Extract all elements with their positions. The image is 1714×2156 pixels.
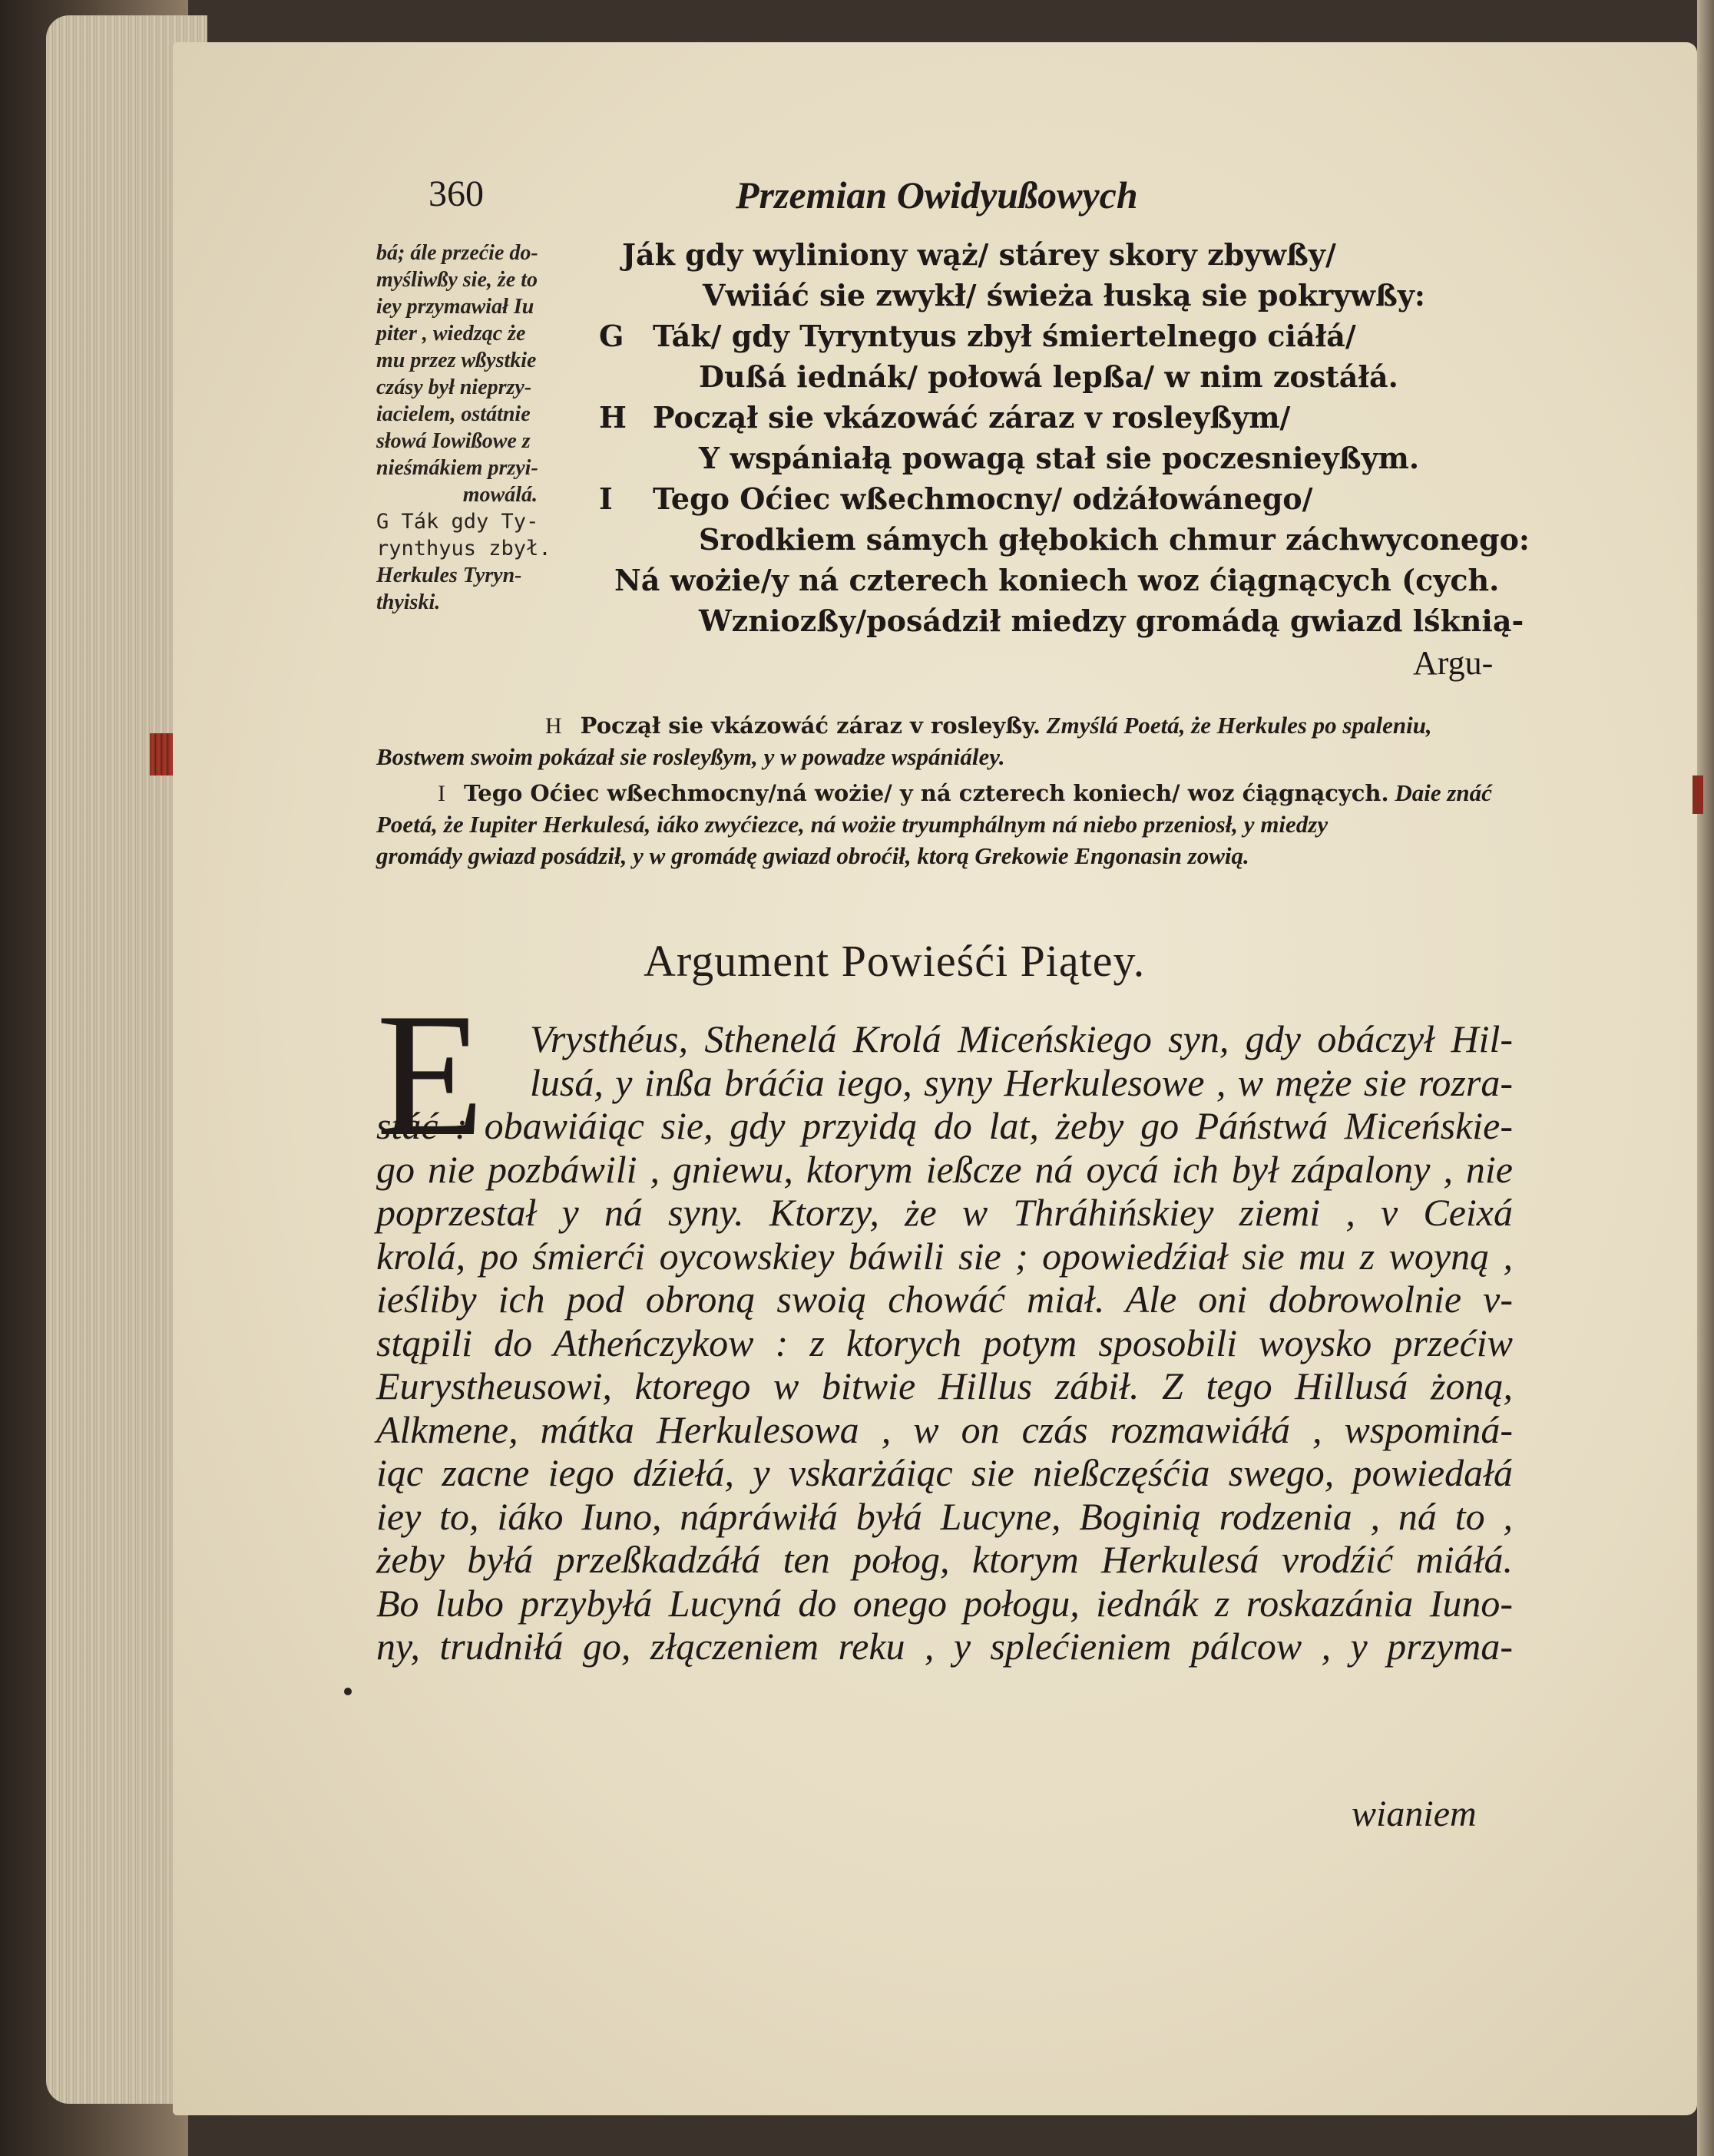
verse-text: Vwiiáć sie zwykł/ świeża łuską sie pokrywßy:	[703, 278, 1425, 312]
argument-line: stąpili do Atheńczykow : z ktorych potym sposobili woysko przećiw	[376, 1321, 1513, 1364]
verse-line	[607, 560, 1513, 600]
argument-line: Alkmene, mátka Herkulesowa , w on czás rozmawiáłá , wspominá-	[376, 1407, 1513, 1451]
commentary-lemma: Począł sie vkázowáć záraz v rosleyßy.	[580, 713, 1041, 739]
verse-line	[607, 275, 1513, 316]
argument-title: Argument Powieśći Piątey.	[644, 936, 1146, 986]
verse-line	[607, 234, 1513, 275]
gloss-line: rynthyus zbył.	[376, 537, 551, 560]
gloss-line: G Ták gdy Ty-	[376, 510, 539, 534]
verse-text: Y wspániałą powagą stał sie poczesnieyßym.	[699, 441, 1420, 475]
verse-text: Tego Oćiec wßechmocny/ odżáłowánego/	[653, 481, 1313, 516]
argument-line: iąc zacne iego dźiełá, y vskarżáiąc sie nießczęśćia swego, powiedałá	[376, 1451, 1513, 1494]
argument-line: lusá, y inßa bráćia iego, syny Herkulesowe , w męże sie rozra-	[530, 1060, 1513, 1104]
verse-line	[607, 519, 1530, 560]
gloss-line: iey przymawiał Iu	[376, 295, 534, 319]
commentary-block	[376, 710, 1559, 872]
gloss-line: thyiski.	[376, 590, 441, 614]
argument-line: go nie pozbáwili , gniewu, ktorym ießcze ná oycá ich był zápalony , nie	[376, 1147, 1513, 1191]
gloss-line: czásy był nieprzy-	[376, 375, 532, 399]
argument-text	[376, 1017, 1513, 1668]
commentary-line	[376, 778, 1559, 809]
page-number: 360	[428, 174, 484, 214]
verse-text: Począł sie vkázowáć záraz v rosleyßym/	[653, 400, 1291, 435]
drop-cap: E	[376, 977, 485, 1172]
argument-line: Eurystheusowi, ktorego w bitwie Hillus zábił. Z tego Hillusá żoną,	[376, 1364, 1513, 1407]
gloss-line: mu przez wßystkie	[376, 349, 537, 372]
verse-letter: G	[599, 319, 624, 353]
argument-line: iey to, iáko Iuno, nápráwiłá byłá Lucyne, Boginią rodzenia , ná to ,	[376, 1494, 1513, 1538]
gloss-line: iacielem, ostátnie	[376, 402, 531, 426]
page-catchword: wianiem	[1352, 1794, 1477, 1834]
gloss-line: nieśmákiem przyi-	[376, 456, 538, 480]
commentary-lemma: Tego Oćiec wßechmocny/ná wożie/ y ná czterech koniech/ woz ćiągnących.	[464, 780, 1389, 806]
bookmark-tab	[1692, 775, 1703, 814]
gloss-line: piter , wiedząc że	[376, 322, 526, 346]
verse-line	[599, 478, 1513, 519]
running-header	[428, 173, 1573, 227]
gloss-line: myśliwßy sie, że to	[376, 268, 538, 292]
verse-letter: I	[599, 481, 613, 516]
commentary-text: Daie znáć	[1388, 779, 1492, 806]
gloss-line: Herkules Tyryn-	[376, 564, 522, 587]
verse-catchword: Argu-	[1413, 644, 1494, 682]
verse-line	[607, 438, 1513, 478]
commentary-text: Poetá, że Iupiter Herkulesá, iáko zwyćiezce, ná wożie tryumphálnym ná niebo przeniosł, y miedzy	[376, 811, 1329, 838]
verse-text: Wzniozßy/posádził miedzy gromádą gwiazd lśknią-	[699, 603, 1524, 638]
argument-line: Bo lubo przybyłá Lucyná do onego połogu, iednák z roskazánia Iuno-	[376, 1581, 1513, 1625]
argument-line: ieśliby ich pod obroną swoią chowáć miał. Ale oni dobrowolnie v-	[376, 1278, 1513, 1321]
argument-line: ny, trudniłá go, złączeniem reku , y splećieniem pálcow , y przyma-	[376, 1625, 1513, 1668]
commentary-text: gromády gwiazd posádził, y w gromádę gwiazd obroćił, ktorą Grekowie Engonasin zowią.	[376, 842, 1249, 869]
argument-line: stáć : obawiáiąc sie, gdy przyidą do lat, żeby go Páństwá Miceńskie-	[376, 1104, 1513, 1147]
verse-text: Ná wożie/y ná czterech koniech woz ćiągnących (cych.	[614, 563, 1500, 597]
verse-line	[607, 356, 1513, 397]
verse-line	[607, 600, 1524, 641]
verse-line	[599, 316, 1513, 356]
argument-line: żeby byłá przeßkadzáłá ten połog, ktorym Herkulesá vrodźić miáłá.	[376, 1538, 1513, 1581]
verse-letter: H	[599, 400, 627, 435]
commentary-marker: H	[545, 713, 562, 739]
gloss-line: mowálá.	[462, 483, 538, 507]
verse-text: Dußá iednák/ połowá lepßa/ w nim zostáłá.	[699, 359, 1398, 394]
commentary-line	[376, 841, 1559, 872]
argument-line: poprzestał y ná syny. Ktorzy, że w Thráhińskiey ziemi , v Ceixá	[376, 1191, 1513, 1234]
commentary-text: Zmyślá Poetá, że Herkules po spaleniu,	[1040, 712, 1432, 739]
commentary-marker: I	[438, 781, 445, 806]
gloss-line: słowá Iowißowe z	[376, 429, 531, 453]
verse-text: Srodkiem sámych głębokich chmur záchwyconego:	[699, 522, 1530, 557]
margin-gloss	[376, 240, 614, 616]
verse-text: Ták/ gdy Tyryntyus zbył śmiertelnego ciáłá/	[653, 319, 1356, 353]
verse-text: Ják gdy wyliniony wąż/ stárey skory zbywßy/	[622, 237, 1336, 272]
ink-spot	[344, 1688, 352, 1695]
commentary-line	[376, 742, 1559, 773]
commentary-line	[376, 710, 1559, 742]
verse-block	[599, 234, 1530, 641]
gloss-line: bá; ále przećie do-	[376, 241, 538, 265]
running-title: Przemian Owidyußowych	[736, 174, 1138, 217]
argument-line: Vrysthéus, Sthenelá Krolá Miceńskiego syn, gdy obáczył Hil-	[530, 1017, 1513, 1060]
argument-line: krolá, po śmierći oycowskiey báwili sie ; opowiedźiał sie mu z woyną ,	[376, 1234, 1513, 1278]
commentary-text: Bostwem swoim pokázał sie rosleyßym, y w powadze wspániáley.	[376, 743, 1005, 770]
right-page-edge	[1697, 0, 1714, 2156]
commentary-line	[376, 809, 1559, 841]
verse-line	[599, 397, 1513, 438]
